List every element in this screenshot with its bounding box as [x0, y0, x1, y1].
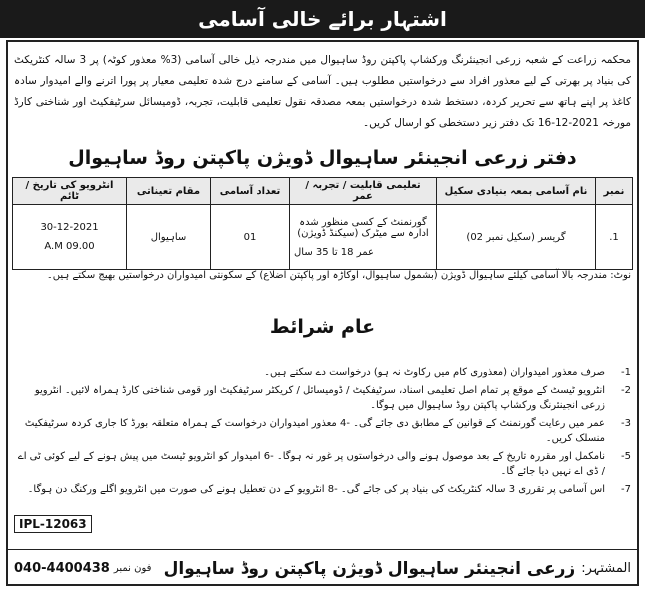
phone-label: فون نمبر — [113, 562, 152, 574]
note-text: نوٹ: مندرجہ بالا آسامی کیلئے ساہیوال ڈویژن (بشمول ساہیوال، اوکاڑہ اور پاکپتن اضلاع) کے سکونتی امیدواران درخواستیں بھیج سکتے ہیں۔ — [46, 270, 631, 281]
cell-interview — [13, 205, 127, 270]
cell-number: 1. — [596, 205, 633, 270]
advertiser-name: زرعی انجینئر ساہیوال ڈویژن پاکپتن روڈ ساہیوال — [163, 558, 576, 579]
list-item — [12, 449, 631, 479]
header-count: تعداد آسامی — [211, 178, 290, 205]
terms-heading: عام شرائط — [269, 316, 376, 338]
cell-station: ساہیوال — [127, 205, 211, 270]
table-header-row — [13, 178, 633, 205]
list-item — [12, 416, 631, 446]
cell-count: 01 — [211, 205, 290, 270]
header-interview-date: انٹرویو کی تاریخ / ٹائم — [13, 178, 127, 205]
footer-divider — [8, 549, 637, 550]
list-item — [12, 365, 631, 380]
table-row — [13, 205, 633, 270]
term-text: نامکمل اور مقررہ تاریخ کے بعد موصول ہونے والی درخواستوں پر غور نہ ہوگا۔ -6 امیدوار کو انٹرویو ٹیسٹ میں پیش ہونے کے لیے کوئی ٹی اے / ڈی اے نہیں دیا جائے گا۔ — [17, 451, 605, 477]
header-station: مقام تعیناتی — [127, 178, 211, 205]
header-qualification: تعلیمی قابلیت / تجربہ / عمر — [290, 178, 437, 205]
cell-qualification — [290, 205, 437, 270]
ad-title-banner: اشتہار برائے خالی آسامی — [0, 0, 645, 38]
interview-date: 30-12-2021 — [40, 222, 99, 233]
term-text: انٹرویو ٹیسٹ کے موقع پر تمام اصل تعلیمی اسناد، سرٹیفکیٹ / ڈومیسائل / کریکٹر سرٹیفکیٹ اور قومی شناختی کارڈ ہمراہ لائیں۔ انٹرویو زرعی انجینئرنگ ورکشاپ پاکپتن روڈ ساہیوال میں ہوگا۔ — [34, 385, 605, 411]
phone-number: 040-4400438 — [14, 560, 110, 576]
intro-paragraph: محکمہ زراعت کے شعبہ زرعی انجینئرنگ ورکشاپ پاکپتن روڈ ساہیوال میں مندرجہ ذیل خالی آسامی (3% معذور کوٹہ) پر 3 سالہ کنٹریکٹ کی بنیاد پر بھرتی کے لیے معذور افراد سے درخواستیں مطلوب ہیں۔ آسامی کے سامنے درج شدہ تعلیمی معیار پر پورا اترنے والے امیدوار سادہ کاغذ پر اپنے ہاتھ سے تحریر کردہ، دستخط شدہ درخواستیں بمعہ مصدقہ نقول تعلیمی قابلیت، تجربہ، ڈومیسائل سرٹیفکیٹ اور شناختی کارڈ مورخہ 2021-12-16 تک دفتر زیر دستخطی کو ارسال کریں۔ — [14, 54, 631, 129]
office-heading: دفتر زرعی انجینئر ساہیوال ڈویژن پاکپتن روڈ ساہیوال — [68, 147, 577, 169]
interview-time: 09.00 A.M — [44, 241, 95, 252]
advertiser-footer — [14, 553, 631, 583]
vacancy-table — [12, 177, 633, 270]
advertiser-label: المشتہر: — [581, 560, 631, 576]
term-number: -7 — [621, 484, 631, 495]
list-item — [12, 482, 631, 497]
qualification-text: گورنمنٹ کے کسی منظور شدہ ادارہ سے میٹرک (سیکنڈ ڈویژن) — [297, 216, 429, 239]
term-number: -2 — [621, 385, 631, 396]
term-text: صرف معذور امیدواران (معذوری کام میں رکاوٹ نہ ہو) درخواست دے سکتے ہیں۔ — [264, 367, 605, 378]
ipl-number-box: IPL-12063 — [14, 515, 92, 533]
term-text: اس آسامی پر تقرری 3 سالہ کنٹریکٹ کی بنیاد پر کی جائے گی۔ -8 انٹرویو کے دن تعطیل ہونے کی صورت میں انٹرویو اگلے ورکنگ دن ہوگا۔ — [27, 484, 605, 495]
age-text: عمر 18 تا 35 سال — [294, 246, 374, 258]
header-number: نمبر — [596, 178, 633, 205]
terms-list — [12, 365, 631, 500]
cell-post: گریسر (سکیل نمبر 02) — [437, 205, 596, 270]
header-post: نام آسامی بمعہ بنیادی سکیل — [437, 178, 596, 205]
term-number: -1 — [621, 367, 631, 378]
list-item — [12, 383, 631, 413]
term-number: -3 — [621, 418, 631, 429]
term-number: -5 — [621, 451, 631, 462]
term-text: عمر میں رعایت گورنمنٹ کے قوانین کے مطابق دی جائے گی۔ -4 معذور امیدواران درخواست کے ہمراہ متعلقہ بورڈ کا جاری کردہ سرٹیفکیٹ منسلک کریں۔ — [24, 418, 605, 444]
